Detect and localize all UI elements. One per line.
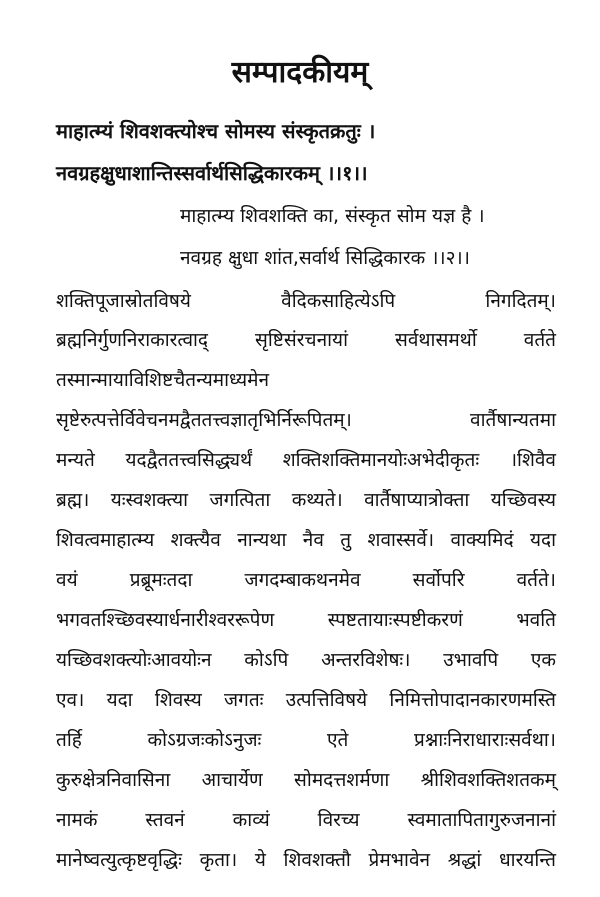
verse-line-2: नवग्रहक्षुधाशान्तिस्सर्वार्थसिद्धिकारकम् ।।१।। [56, 161, 368, 185]
paragraph-line: एव। यदा शिवस्य जगतः उत्पत्तिविषये निमित्तोपादानकारणमस्ति [56, 689, 556, 711]
paragraph-line: नामकं स्तवनं काव्यं विरच्य स्वमातापितागुरुजनानां [56, 809, 556, 831]
paragraph-line: ब्रह्मनिर्गुणनिराकारत्वाद् सृष्टिसंरचनायां सर्वथासमर्थो वर्तते [56, 329, 556, 351]
paragraph-line: यच्छिवशक्त्योःआवयोःन कोऽपि अन्तरविशेषः। उभावपि एक [56, 649, 556, 671]
paragraph-line: कुरुक्षेत्रनिवासिना आचार्येण सोमदत्तशर्मणा श्रीशिवशक्तिशतकम् [56, 769, 556, 791]
verse-line-1: माहात्म्यं शिवशक्त्योश्च सोमस्य संस्कृतक्रतुः । [56, 119, 376, 143]
paragraph-line: भगवतश्च्छिवस्यार्धनारीश्वररूपेण स्पष्टतायाःस्पष्टीकरणं भवति [56, 609, 556, 631]
paragraph-line: शक्तिपूजास्रोतविषये वैदिकसाहित्येऽपि निगदितम्। [56, 290, 556, 312]
paragraph-line: ब्रह्म। यःस्वशक्त्या जगत्पिता कथ्यते। वार्तैषाप्यात्रोक्ता यच्छिवस्य [56, 489, 556, 511]
paragraph-line: मन्यते यदद्वैततत्त्वसिद्ध्यर्थं शक्तिशक्तिमानयोःअभेदीकृतः ।शिवैव [56, 449, 556, 471]
paragraph-line: मानेष्वत्युत्कृष्टवृद्धिः कृता। ये शिवशक्तौ प्रेमभावेन श्रद्धां धारयन्ति [56, 849, 556, 871]
translation-line-1: माहात्म्य शिवशक्ति का, संस्कृत सोम यज्ञ है । [180, 205, 485, 227]
page-title: सम्पादकीयम् [231, 55, 369, 90]
paragraph-line: वयं प्रब्रूमःतदा जगदम्बाकथनमेव सर्वोपरि वर्तते। [56, 569, 556, 591]
paragraph-line: तर्हि कोऽग्रजःकोऽनुजः एते प्रश्नाःनिराधाराःसर्वथा। [56, 729, 556, 751]
paragraph-line: तस्मान्मायाविशिष्टचैतन्यमाध्यमेन [56, 369, 270, 391]
translation-line-2: नवग्रह क्षुधा शांत,सर्वार्थ सिद्धिकारक ।।२।। [180, 247, 470, 269]
paragraph-line: सृष्टेरुत्पत्तेर्विवेचनमद्वैततत्त्वज्ञातृभिर्निरूपितम्। वार्तैषान्यतमा [56, 409, 556, 431]
paragraph-line: शिवत्वमाहात्म्य शक्त्यैव नान्यथा नैव तु शवास्सर्वे। वाक्यमिदं यदा [56, 529, 556, 551]
